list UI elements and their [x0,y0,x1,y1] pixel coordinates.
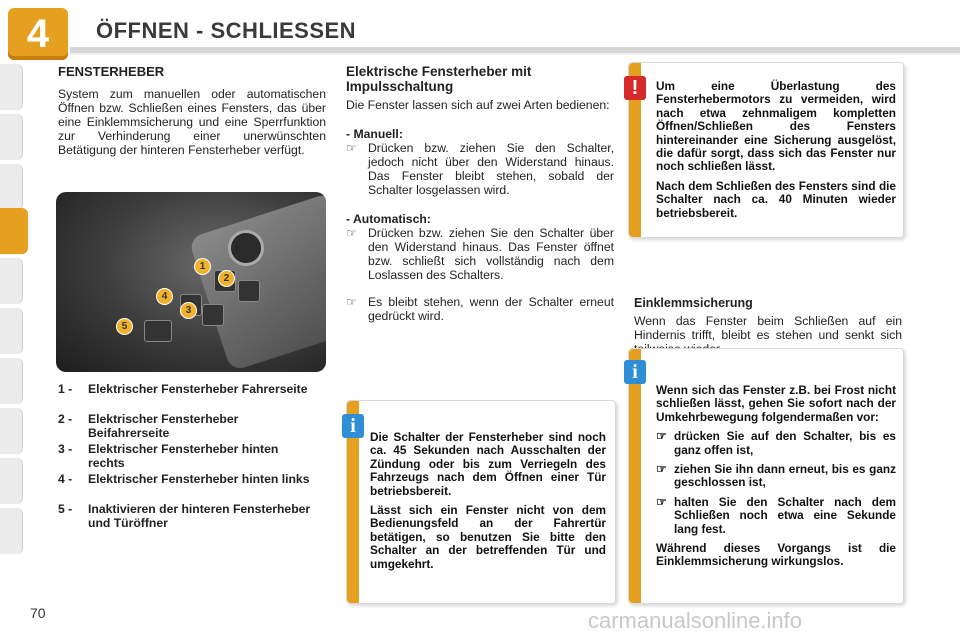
callout-2: 2 [218,270,235,287]
info-icon: i [342,414,364,438]
frost-step-text: ziehen Sie ihn dann erneut, bis es ganz geschlossen ist, [674,462,896,490]
legend-text: Inaktivieren der hinteren Fensterheber und Türöffner [88,502,311,530]
side-tab-active[interactable] [0,208,28,254]
switch-3 [202,304,224,326]
side-tab[interactable] [0,64,23,110]
side-tab[interactable] [0,164,23,210]
box-accent-stripe [629,349,641,603]
side-tab[interactable] [0,358,23,404]
manual-text: Drücken bzw. ziehen Sie den Schalter, jedoch nicht über den Widerstand hinaus. Das Fenster bleibt stehen, sobald der Schalter losgelassen wird. [368,141,614,197]
pointing-hand-icon: ☞ [656,462,667,477]
callout-4: 4 [156,288,173,305]
page-title: ÖFFNEN - SCHLIESSEN [96,18,357,43]
auto-label: - Automatisch: [346,212,431,226]
pointing-hand-icon: ☞ [346,141,357,155]
page-number: 70 [30,605,46,621]
side-tab[interactable] [0,458,23,504]
legend-number: 1 - [58,382,73,396]
auto-text-2: Es bleibt stehen, wenn der Schalter erneut gedrückt wird. [368,295,614,323]
fensterheber-intro: System zum manuellen oder automatischen Öffnen bzw. Schließen eines Fensters, das über eine Einklemmsicherung und eine Sperrfunktion zur Verhinderung einer unerwünschten Betätigung der hinteren Fensterheber verfügt. [58,87,326,157]
pointing-hand-icon: ☞ [656,429,667,444]
switch-5 [144,320,172,342]
window-switch-photo [56,192,326,372]
info-paragraph: Lässt sich ein Fenster nicht von dem Bedienungsfeld an der Fahrertür betätigen, so benutzen Sie bitte den Schalter an der betreffenden Tür und umgekehrt. [370,503,606,571]
info-box-frost-text [656,384,896,575]
legend-number: 3 - [58,442,73,456]
warning-box-text [656,80,896,226]
pointing-hand-icon: ☞ [346,295,357,309]
impulse-heading: Elektrische Fensterheber mit Impulsschaltung [346,64,532,94]
side-tab[interactable] [0,114,23,160]
legend-text: Elektrischer Fensterheber Fahrerseite [88,382,308,396]
warning-paragraph: Um eine Überlastung des Fensterhebermotors zu vermeiden, wird nach etwa zehnmaligem kompletten Öffnen/Schließen des Fensters hintereinander eine Sicherung ausgelöst, die dafür sorgt, dass sich das Fenster nur noch schließen lässt. [656,79,896,174]
frost-step [656,496,896,536]
frost-step [656,463,896,490]
callout-3: 3 [180,302,197,319]
legend-text: Elektrischer Fensterheber hinten rechts [88,442,279,470]
side-tab[interactable] [0,258,23,304]
fensterheber-heading: FENSTERHEBER [58,64,165,79]
frost-step-text: drücken Sie auf den Schalter, bis es ganz offen ist, [674,429,896,457]
legend-text: Elektrischer Fensterheber Beifahrerseite [88,412,239,440]
warning-icon: ! [624,76,646,100]
pointing-hand-icon: ☞ [346,226,357,240]
chapter-number-tab: 4 [8,8,68,60]
legend-item [58,442,328,470]
legend-list [58,382,328,532]
einklemm-text: Wenn das Fenster beim Schließen auf ein Hindernis trifft, bleibt es stehen und senkt sich [634,314,902,342]
frost-outro: Während dieses Vorgangs ist die Einklemmsicherung wirkungslos. [656,541,896,569]
legend-item [58,382,328,410]
impulse-intro: Die Fenster lassen sich auf zwei Arten bedienen: [346,98,610,112]
legend-text: Elektrischer Fensterheber hinten links [88,472,310,486]
info-box-switch-timing-text [370,431,606,577]
side-tab[interactable] [0,408,23,454]
watermark: carmanualsonline.info [588,608,803,633]
switch-2 [238,280,260,302]
manual-label: - Manuell: [346,127,403,141]
legend-item [58,412,328,440]
side-tab[interactable] [0,308,23,354]
title-divider-shadow [70,53,960,55]
info-paragraph: Die Schalter der Fensterheber sind noch ca. 45 Sekunden nach Ausschalten der Zündung oder bis zum Verriegeln des Fahrzeugs nach dem Öffnen einer Tür betriebsbereit. [370,430,606,498]
auto-text: Drücken bzw. ziehen Sie den Schalter über den Widerstand hinaus. Das Fenster öffnet bzw. schließt sich vollständig nach dem Loslassen des Schalters. [368,226,614,282]
legend-item [58,472,328,500]
legend-number: 2 - [58,412,73,426]
frost-step-text: halten Sie den Schalter nach dem Schließen noch etwa eine Sekunde lang fest. [674,494,896,536]
info-icon: i [624,360,646,384]
legend-number: 4 - [58,472,73,486]
frost-intro: Wenn sich das Fenster z.B. bei Frost nicht schließen lässt, gehen Sie sofort nach der Umkehrbewegung folgendermaßen vor: [656,383,896,424]
einklemm-heading: Einklemmsicherung [634,296,753,310]
legend-item [58,502,328,530]
warning-paragraph: Nach dem Schließen des Fensters sind die Schalter nach ca. 40 Minuten wieder betriebsbereit. [656,178,896,220]
callout-5: 5 [116,318,133,335]
legend-number: 5 - [58,502,73,516]
callout-1: 1 [194,258,211,275]
side-tab[interactable] [0,508,23,554]
pointing-hand-icon: ☞ [656,494,667,509]
frost-step [656,430,896,457]
mirror-knob [228,230,264,266]
